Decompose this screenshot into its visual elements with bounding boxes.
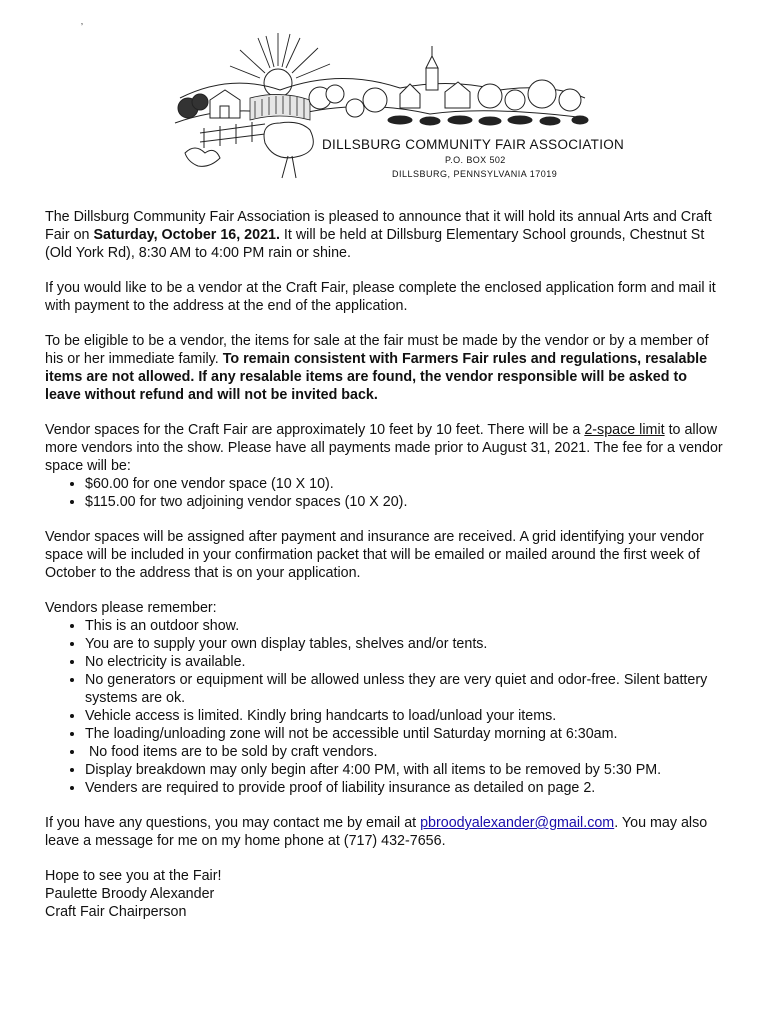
intro-text: The Dillsburg Community Fair Association is pleased to announce that it will hold its annual Arts and Craft Fair on (45, 209, 712, 243)
fence (200, 122, 265, 148)
list-item: • $60.00 for one vendor space (10 X 10). (85, 475, 725, 493)
spaces-paragraph (45, 421, 725, 475)
remember-heading: Vendors please remember: (45, 600, 217, 616)
list-item: • Vehicle access is limited. Kindly bring handcarts to load/unload your items. (85, 707, 725, 725)
eligibility-paragraph (45, 332, 725, 404)
fee-list (45, 475, 725, 511)
contact-paragraph (45, 814, 725, 850)
list-item: • Venders are required to provide proof of liability insurance as detailed on page 2. (85, 779, 725, 797)
po-box: P.O. BOX 502 (445, 155, 506, 165)
list-item: • This is an outdoor show. (85, 617, 725, 635)
spaces-text: Vendor spaces for the Craft Fair are approximately 10 feet by 10 feet. There will be a (45, 422, 585, 438)
list-item: • You are to supply your own display tables, shelves and/or tents. (85, 635, 725, 653)
sun (264, 69, 292, 97)
event-date: Saturday, October 16, 2021. (93, 227, 280, 243)
list-item: • No generators or equipment will be allowed unless they are very quiet and odor-free. Silent battery systems are ok. (85, 671, 725, 707)
intro-text-location: It will be held at Dillsburg Elementary School grounds, Chestnut St (Old York Rd), 8:30 AM to 4:00 PM rain or shine. (45, 227, 705, 261)
signature-block (45, 867, 725, 921)
stray-mark: ʼ (81, 22, 83, 32)
contact-text: If you have any questions, you may contact me by email at (45, 815, 421, 831)
eligibility-text: To be eligible to be a vendor, the items for sale at the fair must be made by the vendor or by a member of his or her immediate family. (45, 333, 709, 367)
resale-rule: To remain consistent with Farmers Fair rules and regulations, resalable items are not allowed. If any resalable items are found, the vendor responsible will be asked to leave without refund and will not be invited back. (45, 351, 708, 403)
phone-text: . You may also leave a message for me on my home phone at (717) 432-7656. (45, 815, 708, 849)
signer-title: Craft Fair Chairperson (45, 904, 187, 920)
apply-paragraph: If you would like to be a vendor at the Craft Fair, please complete the enclosed application form and mail it with payment to the address at the end of the application. (45, 280, 716, 314)
list-item: • The loading/unloading zone will not be accessible until Saturday morning at 6:30am. (85, 725, 725, 743)
list-item: • $115.00 for two adjoining vendor spaces (10 X 20). (85, 493, 725, 511)
list-item: • No electricity is available. (85, 653, 725, 671)
signer-name: Paulette Broody Alexander (45, 886, 215, 902)
remember-list (45, 617, 725, 797)
bird (185, 148, 220, 166)
barn (210, 90, 240, 118)
striped-field (250, 94, 310, 120)
space-limit: 2-space limit (584, 422, 665, 438)
letter-body (45, 208, 725, 921)
countryside-illustration (170, 28, 590, 188)
closing: Hope to see you at the Fair! (45, 868, 222, 884)
org-name: DILLSBURG COMMUNITY FAIR ASSOCIATION (322, 137, 625, 152)
assignment-paragraph: Vendor spaces will be assigned after payment and insurance are received. A grid identifying your vendor space will be included in your confirmation packet that will be emailed or mailed around the first week of October to the address that is on your application. (45, 529, 704, 581)
spaces-fee-text: to allow more vendors into the show. Please have all payments made prior to August 31, 2021. The fee for a vendor space will be: (45, 422, 723, 474)
foreground-tree (264, 122, 313, 178)
list-item: • No food items are to be sold by craft vendors. (85, 743, 725, 761)
city-state: DILLSBURG, PENNSYLVANIA 17019 (392, 169, 558, 179)
list-item: • Display breakdown may only begin after 4:00 PM, with all items to be removed by 5:30 PM. (85, 761, 725, 779)
letterhead (170, 28, 625, 188)
email-link[interactable]: pbroodyalexander@gmail.com (420, 815, 615, 831)
bush-row (388, 116, 588, 125)
church-steeple (426, 46, 438, 90)
intro-paragraph (45, 208, 725, 262)
